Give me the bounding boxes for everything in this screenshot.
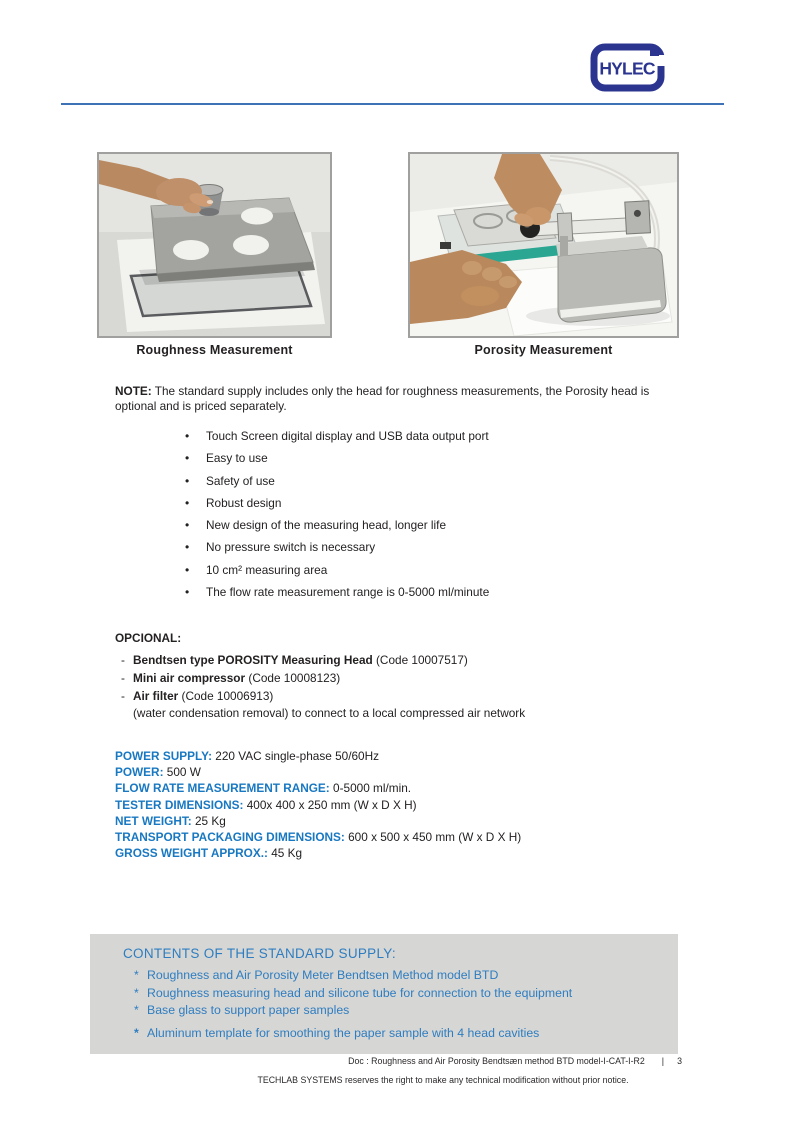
- optional-item-code: (Code 10007517): [376, 653, 468, 667]
- roughness-photo: [97, 152, 332, 338]
- roughness-illustration: [99, 154, 330, 336]
- contents-box: [90, 934, 678, 1054]
- note-paragraph: [115, 384, 663, 415]
- feature-item: • Safety of use: [185, 475, 489, 488]
- spec-value: 25 Kg: [194, 813, 226, 828]
- spec-value: 600 x 500 x 450 mm (W x D X H): [348, 830, 522, 845]
- spec-row: [115, 748, 521, 764]
- spec-label: GROSS WEIGHT APPROX.:: [115, 846, 268, 861]
- footer-doc-line: [0, 1056, 682, 1066]
- spec-label: NET WEIGHT:: [115, 813, 192, 828]
- feature-list: [185, 430, 489, 608]
- spec-label: TESTER DIMENSIONS:: [115, 797, 244, 812]
- spec-value: 220 VAC single-phase 50/60Hz: [215, 749, 380, 763]
- spec-value: 400x 400 x 250 mm (W x D X H): [246, 797, 417, 812]
- fingernail: [207, 200, 213, 204]
- feature-item: • Easy to use: [185, 452, 489, 465]
- logo-c-hook: [650, 50, 659, 56]
- porosity-photo: [408, 152, 679, 338]
- spec-row: [115, 780, 521, 796]
- optional-item-name: Air filter: [133, 689, 179, 703]
- feature-item: • No pressure switch is necessary: [185, 541, 489, 554]
- spec-label: TRANSPORT PACKAGING DIMENSIONS:: [115, 830, 345, 845]
- optional-item-name: Mini air compressor: [133, 671, 246, 685]
- feature-item: • Robust design: [185, 497, 489, 510]
- optional-item-note: (water condensation removal) to connect to a local compressed air network: [133, 706, 526, 720]
- contents-item: * Base glass to support paper samples: [134, 1002, 678, 1020]
- thumb: [461, 286, 499, 306]
- feature-item: • Touch Screen digital display and USB data output port: [185, 430, 489, 443]
- footer-disclaimer: TECHLAB SYSTEMS reserves the right to make any technical modification without prior notice.: [257, 1075, 629, 1085]
- optional-list: [121, 651, 525, 722]
- spec-row: [115, 797, 521, 813]
- optional-item-name: Bendtsen type POROSITY Measuring Head: [133, 653, 373, 667]
- feature-item: • 10 cm² measuring area: [185, 564, 489, 577]
- spec-label: POWER:: [115, 765, 164, 780]
- header-divider: [61, 103, 724, 105]
- roughness-caption: Roughness Measurement: [136, 343, 293, 357]
- spec-value: 45 Kg: [271, 846, 303, 861]
- footer-page-number: 3: [677, 1056, 682, 1066]
- optional-item: [121, 687, 525, 705]
- spec-value: 500 W: [166, 765, 201, 780]
- contents-item: * Roughness measuring head and silicone tube for connection to the equipment: [134, 985, 678, 1003]
- note-label: NOTE:: [115, 383, 152, 398]
- optional-item-code: (Code 10006913): [181, 689, 274, 703]
- footer-separator: |: [661, 1056, 665, 1066]
- plate-hole: [241, 208, 273, 225]
- feature-item: • The flow rate measurement range is 0-5000 ml/minute: [185, 586, 489, 599]
- spec-value: 0-5000 ml/min.: [333, 781, 412, 796]
- spec-label: FLOW RATE MEASUREMENT RANGE:: [115, 781, 330, 796]
- logo-text: HYLEC: [599, 58, 655, 79]
- plate-hole: [233, 235, 269, 255]
- porosity-illustration: [410, 154, 677, 336]
- porosity-caption: Porosity Measurement: [474, 343, 613, 357]
- feature-item: • New design of the measuring head, longer life: [185, 519, 489, 532]
- contents-item-last: * Aluminum template for smoothing the paper sample with 4 head cavities: [134, 1025, 678, 1043]
- optional-item: [121, 669, 525, 687]
- spec-row: [115, 813, 521, 829]
- contents-title: CONTENTS OF THE STANDARD SUPPLY:: [123, 946, 396, 961]
- plate-hole: [173, 240, 209, 260]
- spec-list: [115, 748, 521, 861]
- spec-row: [115, 845, 521, 861]
- spec-label: POWER SUPPLY:: [115, 749, 213, 763]
- spec-row: [115, 829, 521, 845]
- optional-item-code: (Code 10008123): [248, 671, 341, 685]
- optional-item: [121, 651, 525, 669]
- hylec-logo-graphic: [590, 40, 666, 94]
- spec-row: [115, 764, 521, 780]
- optional-heading: OPCIONAL:: [115, 631, 182, 645]
- footer-doc-text: Doc : Roughness and Air Porosity Bendtsæn method BTD model-I-CAT-I-R2: [348, 1056, 645, 1066]
- contents-item: * Roughness and Air Porosity Meter Bendtsen Method model BTD: [134, 967, 678, 985]
- hylec-logo: [590, 40, 666, 94]
- note-text: The standard supply includes only the head for roughness measurements, the Porosity head is optional and is priced separately.: [115, 383, 650, 414]
